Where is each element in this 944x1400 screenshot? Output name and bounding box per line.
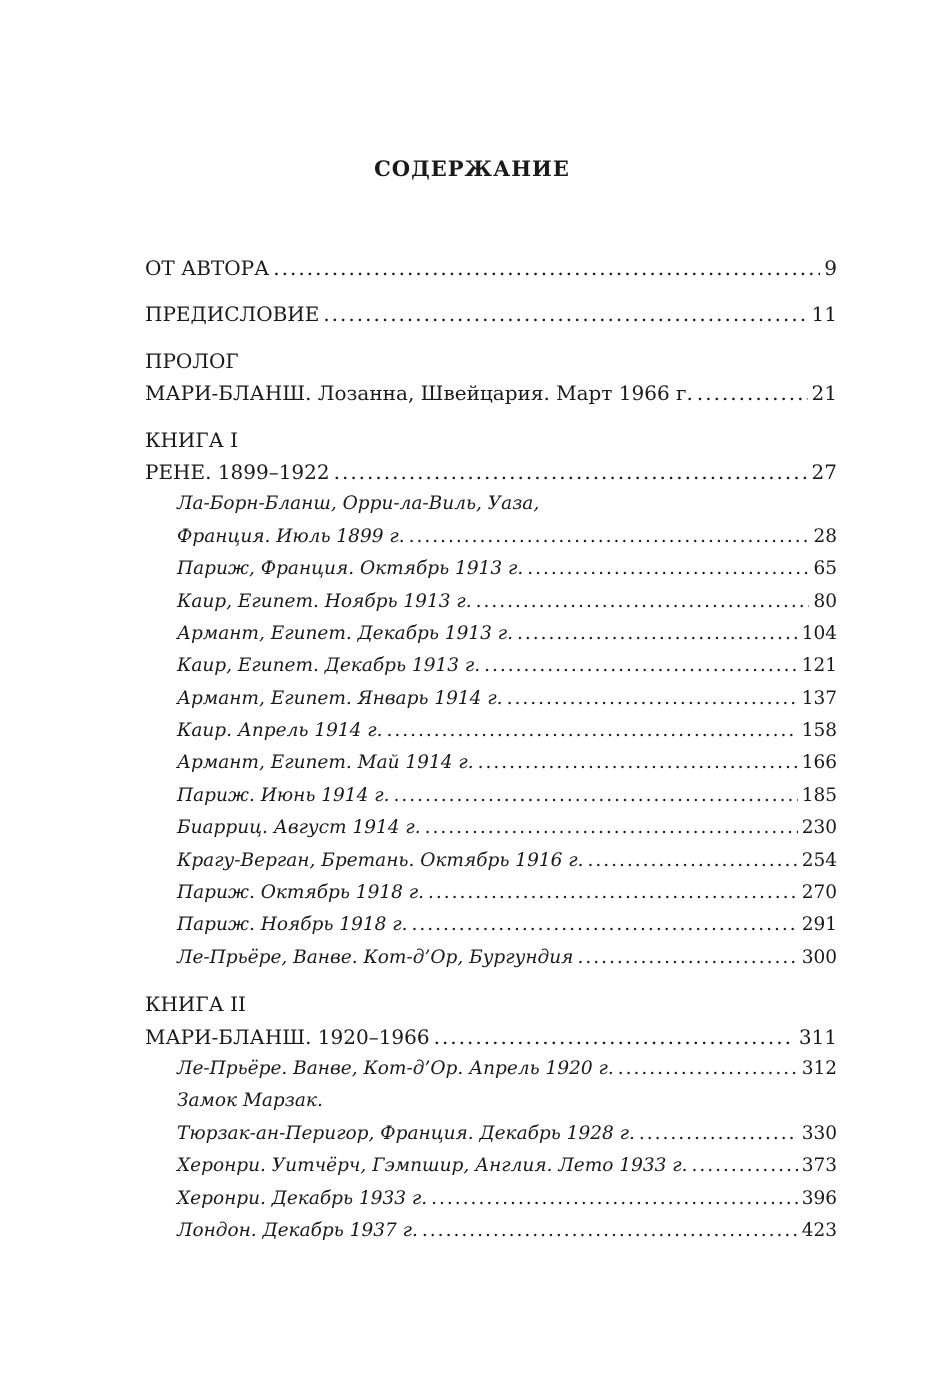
dot-leader	[476, 586, 810, 618]
dot-leader	[697, 377, 808, 409]
dot-leader	[422, 1215, 798, 1247]
toc-entry-label: Франция. Июль 1899 г.	[177, 525, 405, 547]
toc-subentry	[145, 1215, 837, 1247]
dot-leader	[618, 1053, 798, 1085]
toc-entry-label: Париж, Франция. Октябрь 1913 г.	[177, 558, 524, 580]
dot-leader	[507, 683, 798, 715]
toc-page-number: 291	[801, 914, 837, 936]
toc-subentry-line: Замок Марзак.	[177, 1090, 323, 1112]
dot-leader	[588, 845, 798, 877]
toc-page-number: 423	[801, 1219, 837, 1241]
toc-page-number: 137	[801, 687, 837, 709]
toc-entry-book2-part	[145, 1021, 837, 1053]
toc-entry-label: Каир. Апрель 1914 г.	[177, 720, 383, 742]
toc-entry-label: Тюрзак-ан-Перигор, Франция. Декабрь 1928 г.	[177, 1122, 635, 1144]
dot-leader	[478, 747, 798, 779]
dot-leader	[334, 456, 808, 488]
toc-subentry	[145, 845, 837, 877]
dot-leader	[409, 521, 810, 553]
dot-leader	[425, 812, 798, 844]
book1-heading: КНИГА I	[145, 427, 239, 452]
toc-page-number: 158	[801, 720, 837, 742]
dot-leader	[412, 909, 798, 941]
toc-subentry	[145, 715, 837, 747]
toc-page-number: 254	[801, 849, 837, 871]
toc-subentry	[145, 683, 837, 715]
toc-subentry	[145, 553, 837, 585]
toc-entry-label: ОТ АВТОРА	[145, 256, 270, 280]
toc-page-number: 65	[813, 558, 837, 580]
toc-subentry	[145, 909, 837, 941]
toc-subentry	[145, 780, 837, 812]
toc-page-number: 312	[801, 1057, 837, 1079]
toc-page-number: 9	[824, 256, 837, 280]
book2-chapter-list	[145, 1118, 837, 1248]
dot-leader	[434, 1021, 795, 1053]
toc-subentry-line: Ла-Борн-Бланш, Орри-ла-Виль, Уаза,	[177, 493, 540, 515]
toc-page-number: 104	[801, 622, 837, 644]
prologue-heading: ПРОЛОГ	[145, 348, 239, 373]
toc-entry-label: Армант, Египет. Май 1914 г.	[177, 752, 474, 774]
toc-entry-label: Биарриц. Август 1914 г.	[177, 817, 421, 839]
book2-heading: КНИГА II	[145, 992, 246, 1017]
book1-chapter-list	[145, 521, 837, 974]
toc-page-number: 121	[801, 655, 837, 677]
toc-page-number: 373	[801, 1155, 837, 1177]
dot-leader	[393, 780, 797, 812]
toc-entry-label: Крагу-Верган, Бретань. Октябрь 1916 г.	[177, 849, 584, 871]
toc-entry-label: МАРИ-БЛАНШ. Лозанна, Швейцария. Март 1966 г.	[145, 381, 693, 406]
toc-subentry	[145, 1053, 837, 1085]
dot-leader	[577, 942, 797, 974]
toc-page-number: 300	[801, 946, 837, 968]
toc-entry-label: Каир, Египет. Декабрь 1913 г.	[177, 655, 481, 677]
toc-entry-label: МАРИ-БЛАНШ. 1920–1966	[145, 1024, 430, 1049]
toc-entry-label: Армант, Египет. Январь 1914 г.	[177, 687, 503, 709]
toc-subentry	[145, 812, 837, 844]
toc-entry-label: Херонри. Декабрь 1933 г.	[177, 1187, 428, 1209]
dot-leader	[692, 1150, 798, 1182]
toc-entry-label: РЕНЕ. 1899–1922	[145, 459, 330, 484]
toc-entry-label: Париж. Ноябрь 1918 г.	[177, 914, 408, 936]
toc-entry-label: Париж. Октябрь 1918 г.	[177, 882, 424, 904]
toc-page-number: 28	[813, 525, 837, 547]
toc-entry-preface	[145, 298, 837, 330]
toc-page-number: 80	[813, 590, 837, 612]
toc-entry-label: Париж. Июнь 1914 г.	[177, 784, 390, 806]
dot-leader	[387, 715, 798, 747]
toc-subentry	[145, 650, 837, 682]
dot-leader	[273, 252, 820, 284]
toc-page-number: 270	[801, 882, 837, 904]
toc-subentry	[145, 1150, 837, 1182]
toc-page-number: 396	[801, 1187, 837, 1209]
toc-page-number: 185	[801, 784, 837, 806]
toc-page-number: 330	[801, 1122, 837, 1144]
toc-subentry	[145, 618, 837, 650]
toc-page-number: 21	[811, 381, 837, 406]
toc-subentry	[145, 521, 837, 553]
toc-page-number: 27	[811, 459, 837, 484]
toc-entry-label: Армант, Египет. Декабрь 1913 г.	[177, 622, 513, 644]
dot-leader	[428, 877, 798, 909]
dot-leader	[431, 1183, 798, 1215]
toc-entry-label: Ле-Прьёре. Ванве, Кот-д’Ор. Апрель 1920 г.	[177, 1057, 614, 1079]
toc-entry-label: Ле-Прьёре, Ванве. Кот-д’Ор, Бургундия	[177, 946, 574, 968]
dot-leader	[484, 650, 798, 682]
dot-leader	[323, 298, 807, 330]
dot-leader	[527, 553, 809, 585]
dot-leader	[517, 618, 798, 650]
table-of-contents	[145, 252, 837, 1247]
toc-subentry	[145, 942, 837, 974]
toc-entry-label: Херонри. Уитчёрч, Гэмпшир, Англия. Лето 1933 г.	[177, 1155, 688, 1177]
toc-page-number: 311	[798, 1024, 837, 1049]
toc-entry-book1-part	[145, 456, 837, 488]
toc-entry-author	[145, 252, 837, 284]
toc-page-number: 166	[801, 752, 837, 774]
toc-entry-label: Каир, Египет. Ноябрь 1913 г.	[177, 590, 472, 612]
toc-entry-label: Лондон. Декабрь 1937 г.	[177, 1219, 418, 1241]
toc-subentry	[145, 1183, 837, 1215]
toc-page-number: 11	[811, 302, 837, 327]
toc-subentry	[145, 586, 837, 618]
toc-subentry	[145, 1118, 837, 1150]
toc-subentry	[145, 747, 837, 779]
toc-entry-label: ПРЕДИСЛОВИЕ	[145, 302, 320, 327]
page-title: СОДЕРЖАНИЕ	[374, 156, 570, 181]
toc-page-number: 230	[801, 817, 837, 839]
toc-entry-prologue	[145, 377, 837, 409]
dot-leader	[639, 1118, 798, 1150]
toc-subentry	[145, 877, 837, 909]
